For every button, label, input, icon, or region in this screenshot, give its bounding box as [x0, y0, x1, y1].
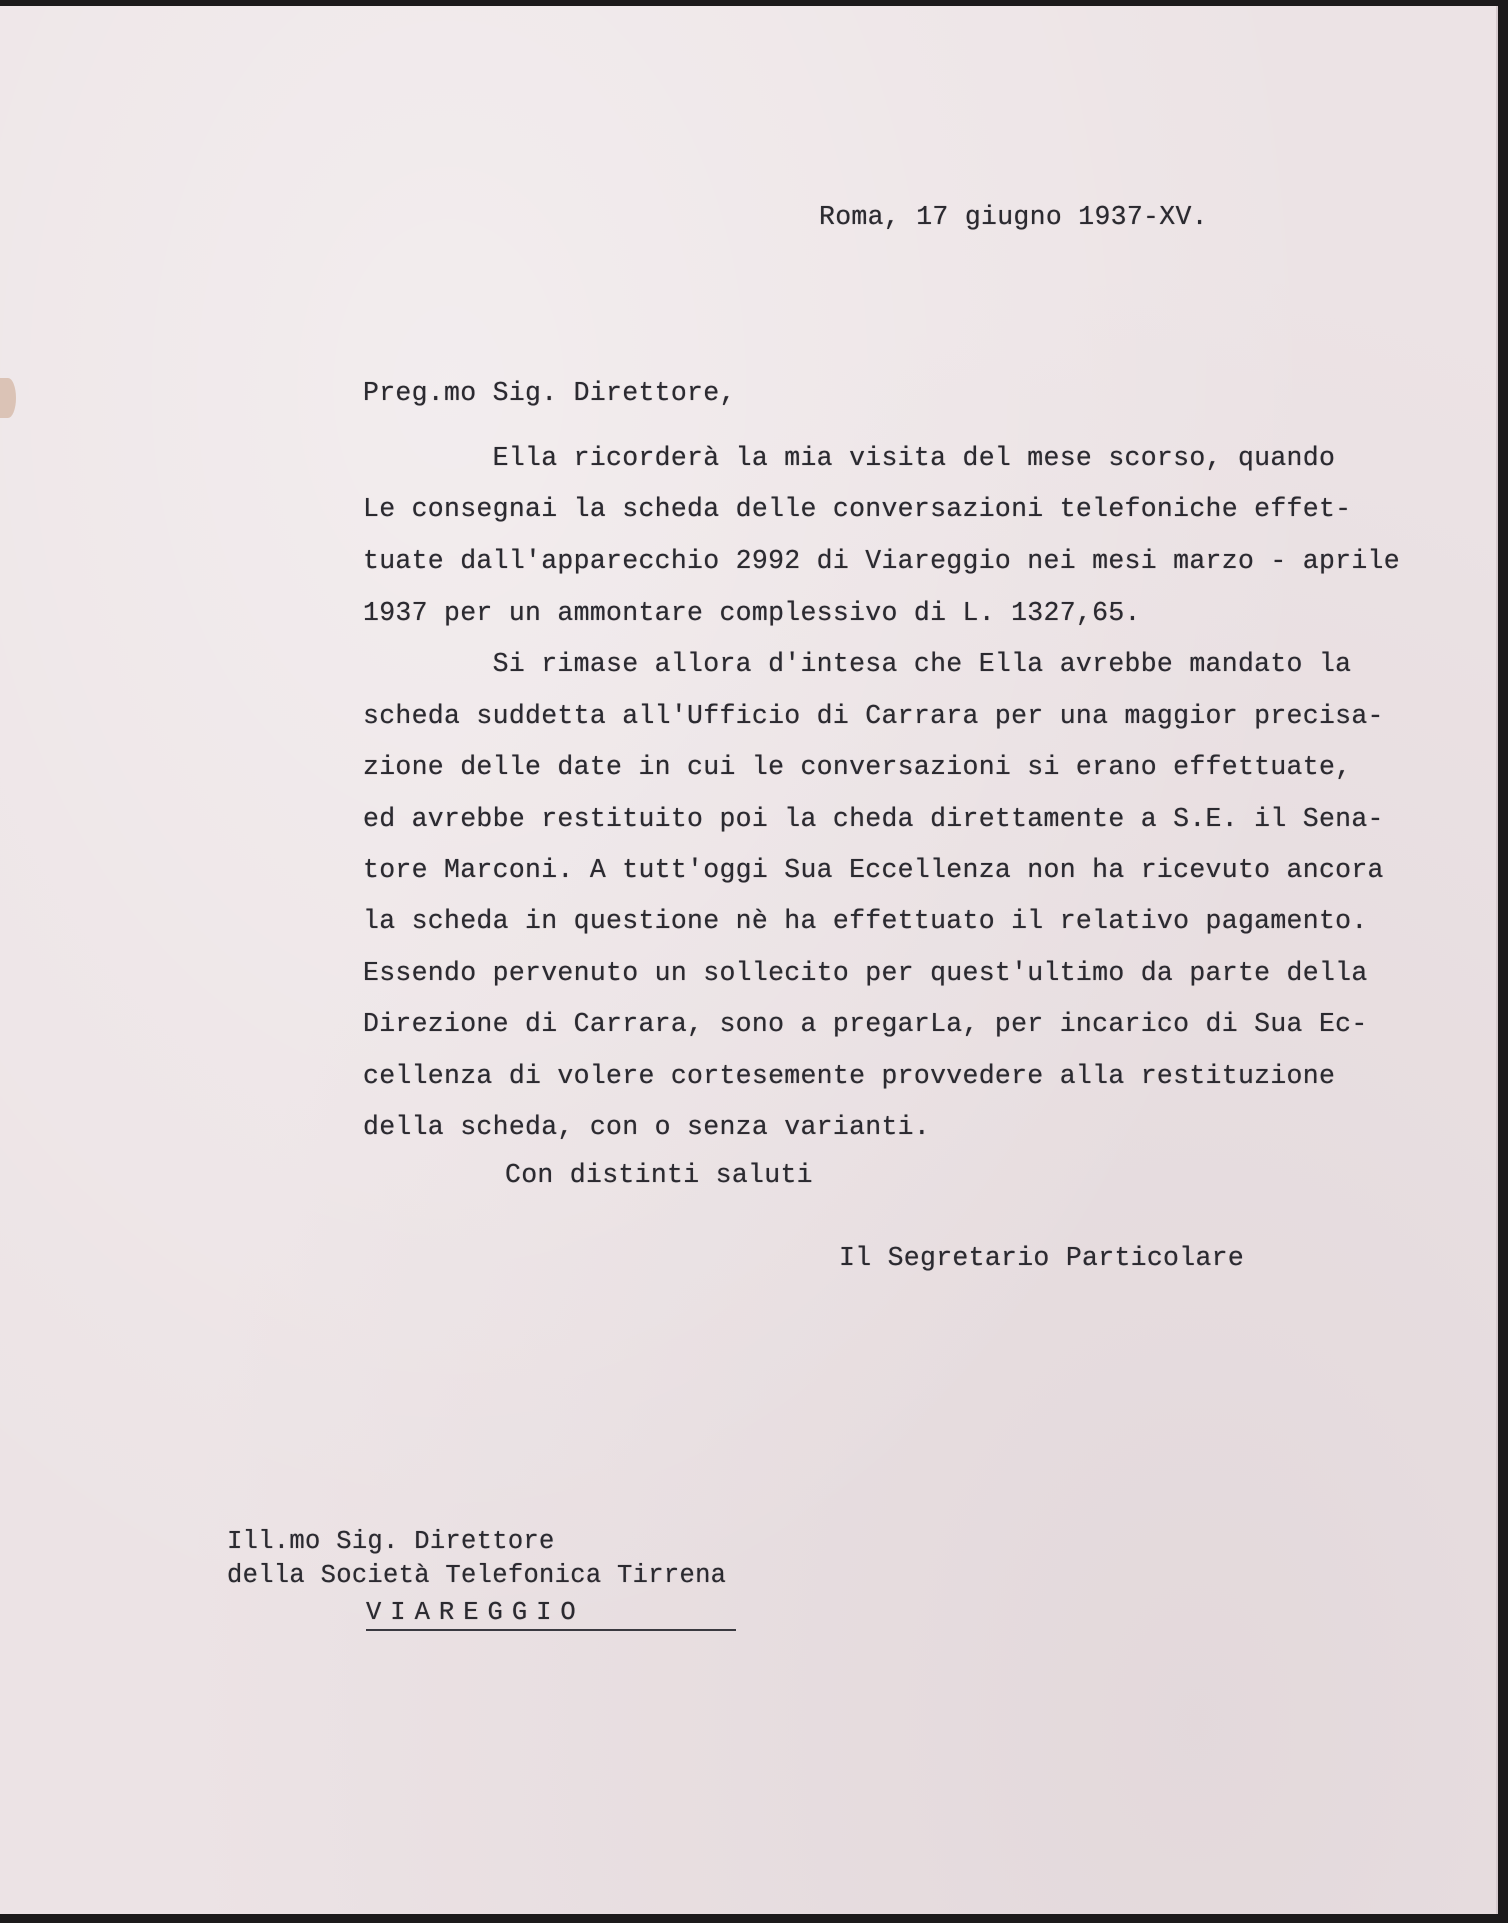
letter-page	[0, 6, 1498, 1914]
body-line: Si rimase allora d'intesa che Ella avrebbe mandato la	[363, 649, 1352, 679]
body-line: la scheda in questione nè ha effettuato il relativo pagamento.	[363, 906, 1368, 936]
body-line: Ella ricorderà la mia visita del mese scorso, quando	[363, 443, 1336, 473]
addressee-line-2: della Società Telefonica Tirrena	[227, 1561, 727, 1590]
body-line: scheda suddetta all'Ufficio di Carrara per una maggior precisa-	[363, 701, 1384, 731]
body-line: tore Marconi. A tutt'oggi Sua Eccellenza non ha ricevuto ancora	[363, 855, 1384, 885]
body-line: Direzione di Carrara, sono a pregarLa, per incarico di Sua Ec-	[363, 1009, 1368, 1039]
signature-title: Il Segretario Particolare	[839, 1243, 1245, 1273]
paper-stain	[0, 378, 16, 418]
addressee-city: VIAREGGIO	[366, 1598, 585, 1627]
body-line: cellenza di volere cortesemente provvedere alla restituzione	[363, 1061, 1336, 1091]
body-line: Le consegnai la scheda delle conversazioni telefoniche effet-	[363, 494, 1352, 524]
city-underline	[366, 1629, 736, 1631]
closing-line: Con distinti saluti	[505, 1160, 813, 1190]
body-line: Essendo pervenuto un sollecito per quest'ultimo da parte della	[363, 958, 1368, 988]
date-line: Roma, 17 giugno 1937-XV.	[819, 202, 1208, 232]
body-line: della scheda, con o senza varianti.	[363, 1112, 931, 1142]
addressee-line-1: Ill.mo Sig. Direttore	[227, 1527, 555, 1556]
body-line: zione delle date in cui le conversazioni si erano effettuate,	[363, 752, 1352, 782]
body-line: ed avrebbe restituito poi la cheda direttamente a S.E. il Sena-	[363, 804, 1384, 834]
body-line: tuate dall'apparecchio 2992 di Viareggio nei mesi marzo - aprile	[363, 546, 1400, 576]
body-line: 1937 per un ammontare complessivo di L. 1327,65.	[363, 598, 1141, 628]
salutation: Preg.mo Sig. Direttore,	[363, 378, 736, 408]
